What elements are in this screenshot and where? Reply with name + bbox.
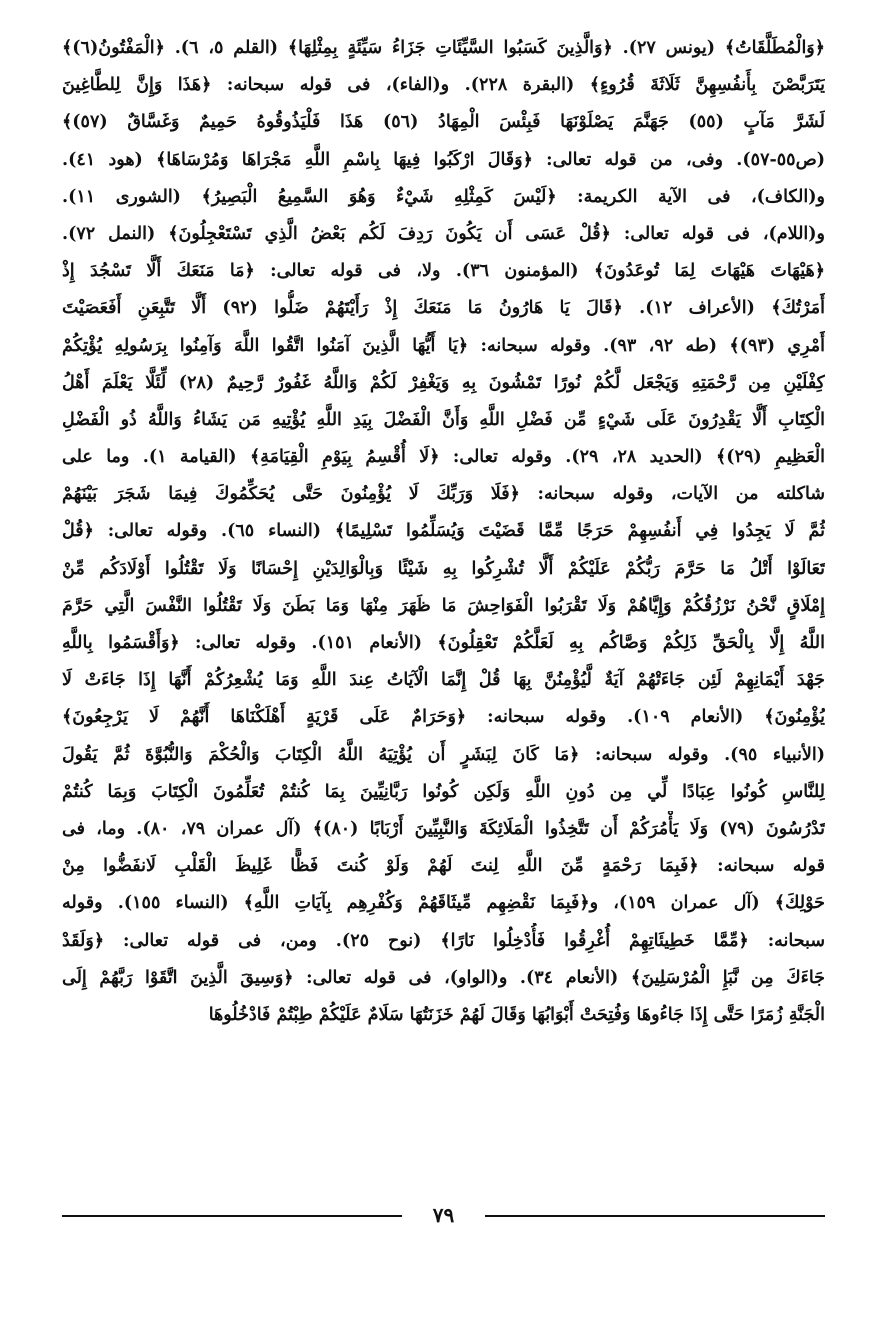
- text-line: لَشَرَّ مَآبٍ (٥٥) جَهَنَّمَ يَصْلَوْنَهَا فَبِئْسَ الْمِهَادُ (٥٦) هَذَا فَلْيَذُوقُوهُ حَمِيمٌ وَغَسَّاقٌ (٥٧)﴾: [62, 112, 825, 133]
- text-line: لِلنَّاسِ كُونُوا عِبَادًا لِّي مِن دُونِ اللَّهِ وَلَكِن كُونُوا رَبَّانِيِّينَ بِمَا كُنتُمْ تُعَلِّمُونَ الْكِتَابَ وَبِمَا كُنتُمْ: [62, 781, 825, 802]
- text-line: أَمَرْتُكَ﴾ (الأعراف ١٢). ﴿قَالَ يَا هَارُونُ مَا مَنَعَكَ إِذْ رَأَيْتَهُمْ ضَلُّوا (٩٢) أَلَّا تَتَّبِعَنِ أَفَعَصَيْتَ: [62, 298, 825, 319]
- text-line: الْجَنَّةِ زُمَرًا حَتَّى إِذَا جَاءُوهَا وَفُتِحَتْ أَبْوَابُهَا وَقَالَ لَهُمْ خَزَنَتُهَا سَلَامٌ عَلَيْكُمْ طِبْتُمْ فَادْخُلُوهَا: [208, 1004, 825, 1025]
- text-line: الْكِتَابِ أَلَّا يَقْدِرُونَ عَلَى شَيْءٍ مِّن فَضْلِ اللَّهِ وَأَنَّ الْفَضْلَ بِيَدِ اللَّهِ يُؤْتِيهِ مَن يَشَاءُ وَاللَّهُ ذُو الْفَضْلِ: [62, 409, 825, 430]
- text-line: ثُمَّ لَا يَجِدُوا فِي أَنفُسِهِمْ حَرَجًا مِّمَّا قَضَيْتَ وَيُسَلِّمُوا تَسْلِيمًا﴾ (النساء ٦٥). وقوله تعالى: ﴿قُلْ: [62, 521, 825, 542]
- text-line: يُؤْمِنُونَ﴾ (الأنعام ١٠٩). وقوله سبحانه: ﴿وَحَرَامٌ عَلَى قَرْيَةٍ أَهْلَكْنَاهَا أَنَّهُمْ لَا يَرْجِعُونَ﴾: [62, 707, 825, 728]
- text-line: سبحانه: ﴿مِّمَّا خَطِيئَاتِهِمْ أُغْرِقُوا فَأُدْخِلُوا نَارًا﴾ (نوح ٢٥). ومن، فى قوله تعالى: ﴿وَلَقَدْ: [62, 930, 825, 951]
- text-line: ﴿وَالْمُطَلَّقَاتُ﴾ (يونس ٢٧). ﴿وَالَّذِينَ كَسَبُوا السَّيِّئَاتِ جَزَاءُ سَيِّئَةٍ بِمِثْلِهَا﴾ (القلم ٥، ٦). ﴿الْمَفْتُونُ(٦)﴾: [62, 38, 825, 58]
- page-body: [62, 30, 825, 1215]
- text-line: و(اللام)، فى قوله تعالى: ﴿قُلْ عَسَى أَن يَكُونَ رَدِفَ لَكُم بَعْضُ الَّذِي تَسْتَعْجِلُونَ﴾ (النمل ٧٢).: [62, 223, 825, 244]
- text-line: حَوْلِكَ﴾ (آل عمران ١٥٩)، و﴿فَبِمَا نَقْضِهِم مِّيثَاقَهُمْ وَكُفْرِهِم بِآيَاتِ اللَّهِ﴾ (النساء ١٥٥). وقوله: [62, 893, 825, 914]
- text-line: (الأنبياء ٩٥). وقوله سبحانه: ﴿مَا كَانَ لِبَشَرٍ أَن يُؤْتِيَهُ اللَّهُ الْكِتَابَ وَالْحُكْمَ وَالنُّبُوَّةَ ثُمَّ يَقُولَ: [62, 744, 825, 765]
- text-line: جَاءَكَ مِن نَّبَإِ الْمُرْسَلِينَ﴾ (الأنعام ٣٤). و(الواو)، فى قوله تعالى: ﴿وَسِيقَ الَّذِينَ اتَّقَوْا رَبَّهُمْ إِلَى: [62, 967, 825, 988]
- text-line: أَمْرِي (٩٣)﴾ (طه ٩٢، ٩٣). وقوله سبحانه: ﴿يَا أَيُّهَا الَّذِينَ آمَنُوا اتَّقُوا اللَّهَ وَآمِنُوا بِرَسُولِهِ يُؤْتِكُمْ: [62, 335, 825, 356]
- text-line: جَهْدَ أَيْمَانِهِمْ لَئِن جَاءَتْهُمْ آيَةٌ لَّيُؤْمِنُنَّ بِهَا قُلْ إِنَّمَا الْآيَاتُ عِندَ اللَّهِ وَمَا يُشْعِرُكُمْ أَنَّهَا إِذَا جَاءَتْ لَا: [62, 670, 825, 691]
- text-line: (ص٥٥-٥٧). وفى، من قوله تعالى: ﴿وَقَالَ ارْكَبُوا فِيهَا بِاسْمِ اللَّهِ مَجْرَاهَا وَمُرْسَاهَا﴾ (هود ٤١).: [62, 149, 825, 170]
- text-line: يَتَرَبَّصْنَ بِأَنفُسِهِنَّ ثَلَاثَةَ قُرُوءٍ﴾ (البقرة ٢٢٨). و(الفاء)، فى قوله سبحانه: ﴿هَذَا وَإِنَّ لِلطَّاغِينَ: [62, 75, 825, 96]
- text-line: تَدْرُسُونَ (٧٩) وَلَا يَأْمُرَكُمْ أَن تَتَّخِذُوا الْمَلَائِكَةَ وَالنَّبِيِّينَ أَرْبَابًا (٨٠)﴾ (آل عمران ٧٩، ٨٠). وما، فى: [62, 818, 825, 839]
- text-line: ﴿هَيْهَاتَ هَيْهَاتَ لِمَا تُوعَدُونَ﴾ (المؤمنون ٣٦). ولا، فى قوله تعالى: ﴿مَا مَنَعَكَ أَلَّا تَسْجُدَ إِذْ: [62, 261, 825, 282]
- text-line: قوله سبحانه: ﴿فَبِمَا رَحْمَةٍ مِّنَ اللَّهِ لِنتَ لَهُمْ وَلَوْ كُنتَ فَظًّا غَلِيظَ الْقَلْبِ لَانفَضُّوا مِنْ: [62, 856, 825, 877]
- text-line: إِمْلَاقٍ نَّحْنُ نَرْزُقُكُمْ وَإِيَّاهُمْ وَلَا تَقْرَبُوا الْفَوَاحِشَ مَا ظَهَرَ مِنْهَا وَمَا بَطَنَ وَلَا تَقْتُلُوا النَّفْسَ الَّتِي حَرَّمَ: [62, 595, 825, 616]
- text-line: تَعَالَوْا أَتْلُ مَا حَرَّمَ رَبُّكُمْ عَلَيْكُمْ أَلَّا تُشْرِكُوا بِهِ شَيْئًا وَبِالْوَالِدَيْنِ إِحْسَانًا وَلَا تَقْتُلُوا أَوْلَادَكُم مِّنْ: [62, 558, 825, 579]
- page-number: ٧٩: [432, 1203, 455, 1227]
- text-line: الْعَظِيمِ (٢٩)﴾ (الحديد ٢٨، ٢٩). وقوله تعالى: ﴿لَا أُقْسِمُ بِيَوْمِ الْقِيَامَةِ﴾ (القيامة ١). وما على: [62, 447, 825, 468]
- text-line: كِفْلَيْنِ مِن رَّحْمَتِهِ وَيَجْعَل لَّكُمْ نُورًا تَمْشُونَ بِهِ وَيَغْفِرْ لَكُمْ وَاللَّهُ غَفُورٌ رَّحِيمٌ (٢٨) لِّئَلَّا يَعْلَمَ أَهْلُ: [62, 372, 825, 393]
- text-line: شاكلته من الآيات، وقوله سبحانه: ﴿فَلَا وَرَبِّكَ لَا يُؤْمِنُونَ حَتَّى يُحَكِّمُوكَ فِيمَا شَجَرَ بَيْنَهُمْ: [62, 484, 825, 505]
- text-line: و(الكاف)، فى الآية الكريمة: ﴿لَيْسَ كَمِثْلِهِ شَيْءٌ وَهُوَ السَّمِيعُ الْبَصِيرُ﴾ (الشورى ١١).: [62, 186, 825, 207]
- text-line: اللَّهُ إِلَّا بِالْحَقِّ ذَلِكُمْ وَصَّاكُم بِهِ لَعَلَّكُمْ تَعْقِلُونَ﴾ (الأنعام ١٥١). وقوله تعالى: ﴿وَأَقْسَمُوا بِاللَّهِ: [62, 633, 825, 653]
- page-footer: [62, 1200, 825, 1230]
- footer-rule-left: [62, 1215, 402, 1217]
